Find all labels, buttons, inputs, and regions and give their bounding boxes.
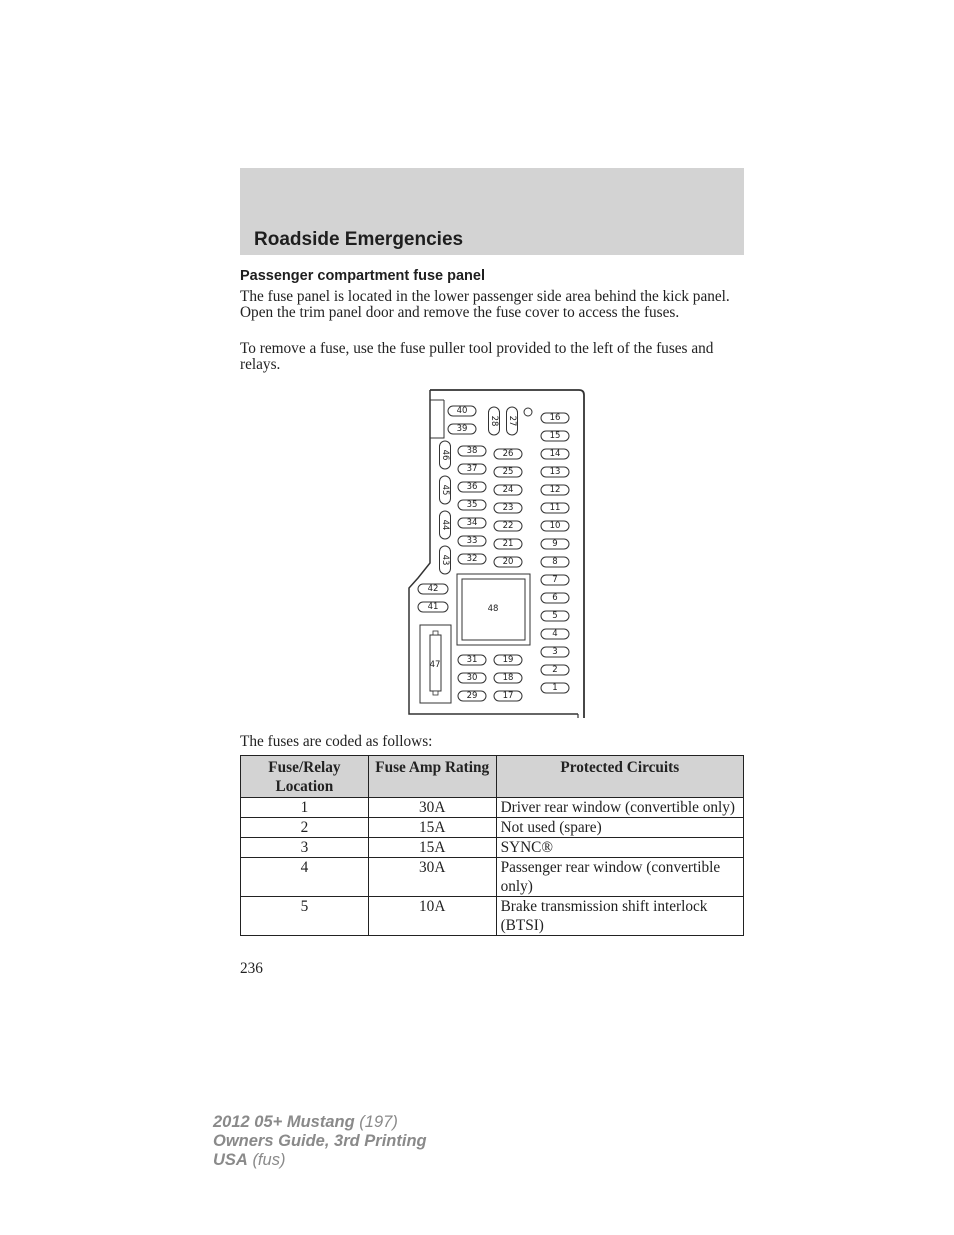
fuse-label: 20: [502, 557, 514, 567]
cell-rating: 30A: [368, 858, 496, 897]
fuse-label: 42: [427, 584, 439, 594]
fuse-label: 25: [502, 467, 514, 477]
fuse-label: 35: [466, 500, 478, 510]
cell-circuits: Driver rear window (convertible only): [496, 798, 743, 818]
chapter-header-band: [240, 168, 744, 255]
cell-circuits: Brake transmission shift interlock (BTSI): [496, 897, 743, 936]
table-row: [241, 818, 744, 838]
table-header-row: [241, 756, 744, 798]
fuse-label: 28: [489, 415, 499, 427]
header-circuits: Protected Circuits: [496, 756, 743, 798]
fuse-label: 29: [466, 691, 478, 701]
fuse-label: 13: [549, 467, 561, 477]
fuse-label: 37: [466, 464, 478, 474]
cell-location: 3: [241, 838, 369, 858]
footer-line-3: [213, 1151, 427, 1170]
fuse-label: 44: [440, 519, 450, 531]
indicator-dot: [524, 408, 532, 416]
cell-rating: 15A: [368, 838, 496, 858]
fuse-label: 3: [552, 647, 558, 657]
fuse-label: 46: [440, 449, 450, 461]
fuse-label: 41: [427, 602, 439, 612]
fuse-label: 40: [456, 406, 468, 416]
footer-line-1: [213, 1113, 427, 1132]
fuse-label: 48: [487, 604, 499, 614]
fuse-label: 24: [502, 485, 514, 495]
fuse-label: 10: [549, 521, 561, 531]
fuse-label: 21: [502, 539, 514, 549]
fuse-label: 6: [552, 593, 558, 603]
fuse-label: 26: [502, 449, 514, 459]
cell-location: 1: [241, 798, 369, 818]
fuse-label: 34: [466, 518, 478, 528]
table-row: [241, 838, 744, 858]
chapter-title: Roadside Emergencies: [254, 229, 464, 250]
section-title: Passenger compartment fuse panel: [240, 268, 485, 284]
fuse-label: 19: [502, 655, 514, 665]
fuse-label: 32: [466, 554, 478, 564]
paragraph-removal: To remove a fuse, use the fuse puller tool provided to the left of the fuses and relays.: [240, 340, 714, 374]
fuse-label: 11: [549, 503, 561, 513]
fuse-label: 9: [552, 539, 558, 549]
fuse-label: 27: [507, 415, 517, 427]
table-row: [241, 897, 744, 936]
panel-divider: [430, 400, 444, 438]
cell-rating: 30A: [368, 798, 496, 818]
header-rating: Fuse Amp Rating: [368, 756, 496, 798]
relay-tab: [433, 631, 438, 635]
fuse-label: 8: [552, 557, 558, 567]
cell-circuits: Not used (spare): [496, 818, 743, 838]
fuse-label: 7: [552, 575, 558, 585]
cell-location: 4: [241, 858, 369, 897]
fuse-panel-diagram: [405, 388, 587, 720]
fuse-label: 2: [552, 665, 558, 675]
fuse-table: [240, 755, 744, 936]
fuse-label: 45: [440, 484, 450, 496]
fuse-label: 43: [440, 554, 450, 566]
cell-circuits: Passenger rear window (convertible only): [496, 858, 743, 897]
footer-market-code: (fus): [252, 1151, 286, 1169]
footer-market: USA: [213, 1151, 248, 1169]
header-location: Fuse/Relay Location: [241, 756, 369, 798]
fuse-label: 36: [466, 482, 478, 492]
fuse-label: 33: [466, 536, 478, 546]
footer-model: 2012 05+ Mustang: [213, 1113, 355, 1131]
fuse-label: 47: [429, 660, 441, 670]
fuse-label: 31: [466, 655, 478, 665]
fuse-label: 30: [466, 673, 478, 683]
cell-location: 2: [241, 818, 369, 838]
coded-intro: The fuses are coded as follows:: [240, 733, 433, 750]
page-number: 236: [240, 960, 263, 977]
fuse-label: 16: [549, 413, 561, 423]
fuse-label: 15: [549, 431, 561, 441]
footer-edition: Owners Guide, 3rd Printing: [213, 1132, 427, 1150]
table-row: [241, 798, 744, 818]
footer-line-2: [213, 1132, 427, 1151]
cell-circuits: SYNC®: [496, 838, 743, 858]
cell-location: 5: [241, 897, 369, 936]
table-row: [241, 858, 744, 897]
paragraph-location: The fuse panel is located in the lower passenger side area behind the kick panel. Open the trim panel door and remove the fuse cover to access the fuses.: [240, 288, 730, 322]
footer-imprint: [213, 1113, 427, 1170]
fuse-label: 14: [549, 449, 561, 459]
fuse-label: 12: [549, 485, 561, 495]
fuse-label: 39: [456, 424, 468, 434]
fuse-label: 1: [552, 683, 558, 693]
cell-rating: 10A: [368, 897, 496, 936]
fuse-label: 17: [502, 691, 514, 701]
fuse-label: 23: [502, 503, 514, 513]
fuse-label: 4: [552, 629, 558, 639]
fuse-label: 18: [502, 673, 514, 683]
cell-rating: 15A: [368, 818, 496, 838]
fuse-label: 5: [552, 611, 558, 621]
relay-tab: [433, 691, 438, 695]
fuse-label: 38: [466, 446, 478, 456]
footer-model-code: (197): [359, 1113, 398, 1131]
fuse-label: 22: [502, 521, 514, 531]
